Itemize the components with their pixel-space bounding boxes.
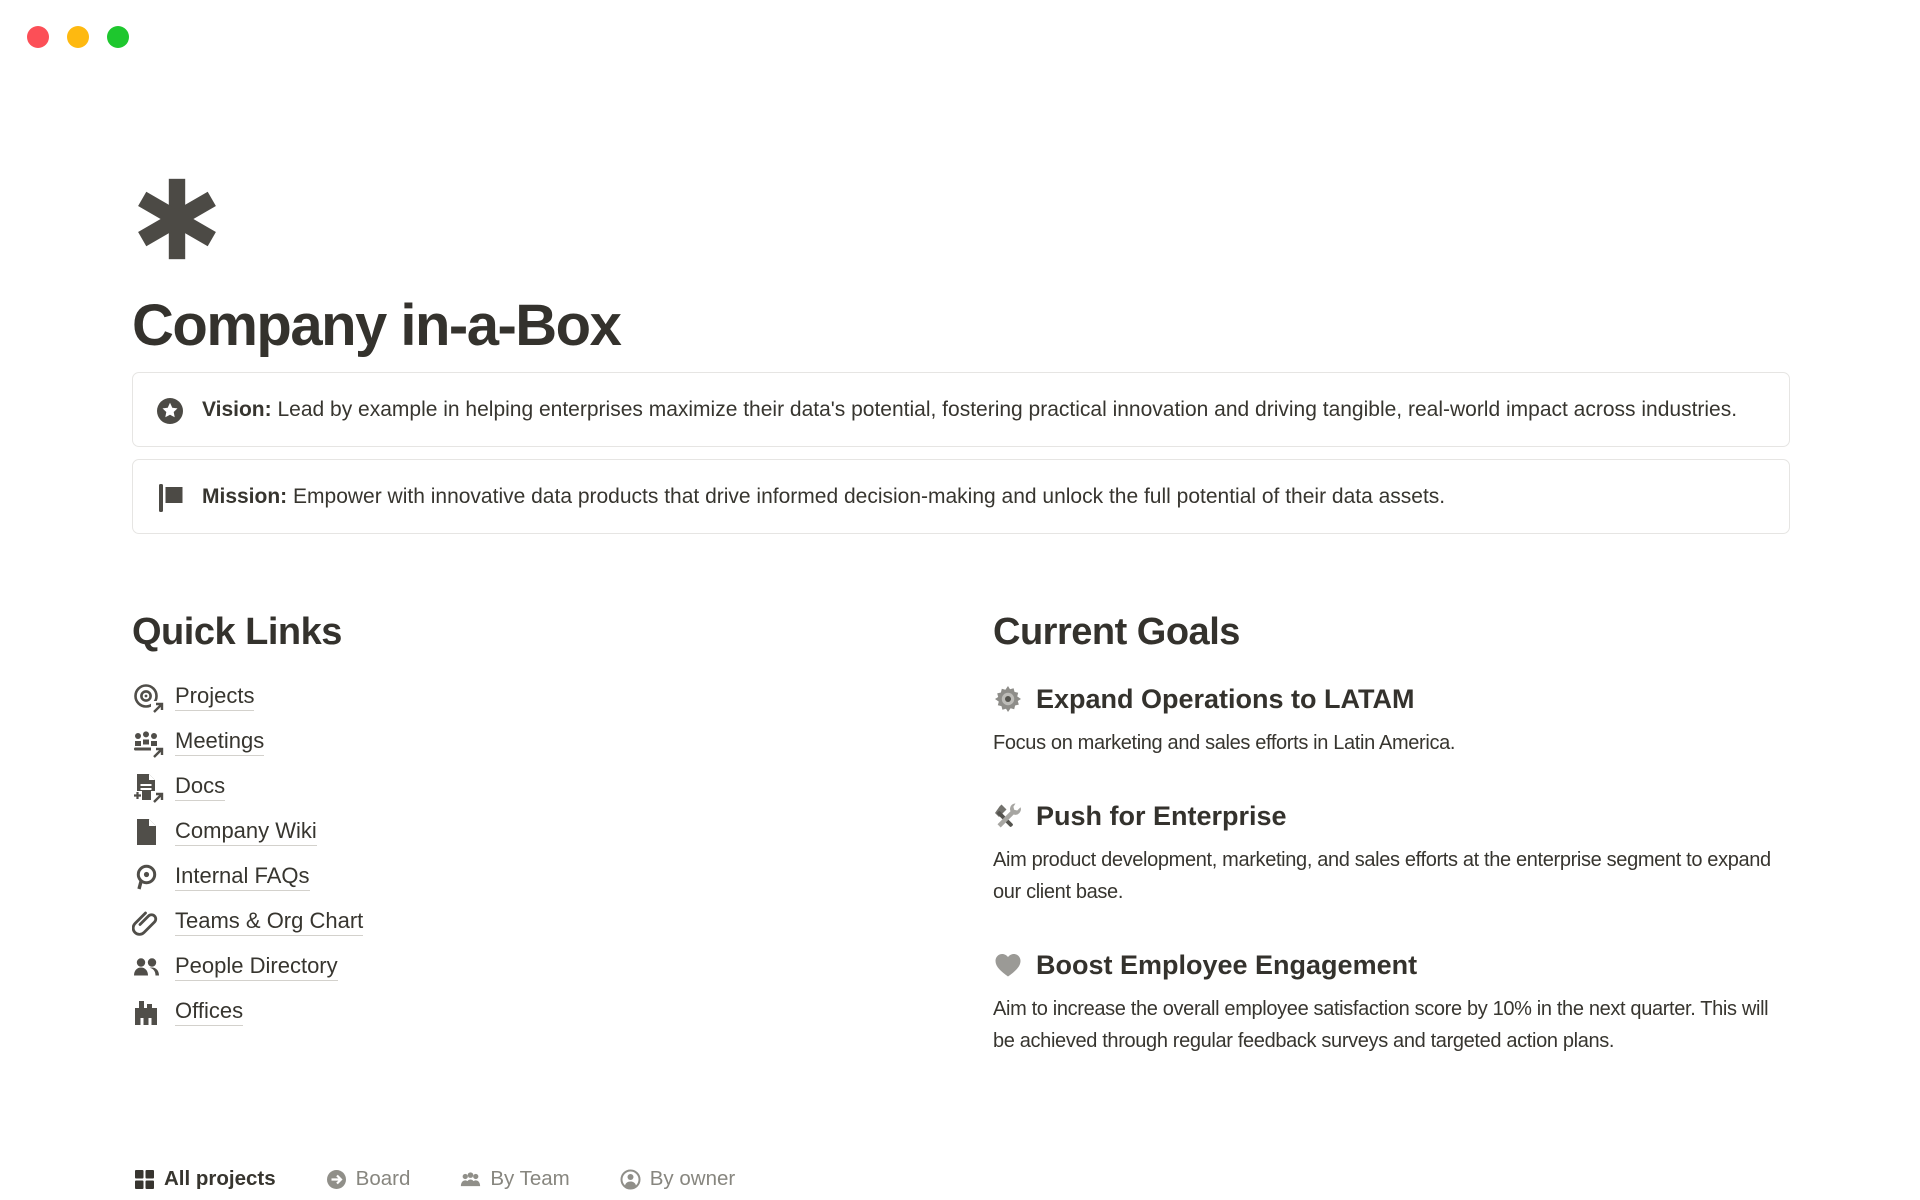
gray-heart-icon xyxy=(993,950,1023,980)
link-label[interactable]: People Directory xyxy=(175,953,338,981)
person-head-icon xyxy=(132,863,160,891)
tab-by-owner[interactable] xyxy=(620,1167,735,1191)
building-icon xyxy=(132,998,160,1026)
goal-desc: Focus on marketing and sales efforts in Latin America. xyxy=(993,732,1456,754)
link-label[interactable]: Company Wiki xyxy=(175,818,317,846)
link-company-wiki[interactable] xyxy=(132,809,993,854)
link-people-directory[interactable] xyxy=(132,944,993,989)
goal-title-latam xyxy=(993,682,1790,716)
link-internal-faqs[interactable] xyxy=(132,854,993,899)
link-arrow-icon xyxy=(151,746,165,760)
current-goals-section xyxy=(993,610,1790,1057)
tab-board[interactable] xyxy=(326,1167,411,1191)
group-icon xyxy=(460,1169,481,1190)
minimize-button[interactable] xyxy=(67,26,89,48)
flag-icon xyxy=(156,483,184,513)
tab-by-team[interactable] xyxy=(460,1167,569,1191)
grid-icon xyxy=(134,1169,155,1190)
goal-title-text: Boost Employee Engagement xyxy=(1036,950,1418,980)
link-teams-org-chart[interactable] xyxy=(132,899,993,944)
goal-title-text: Expand Operations to LATAM xyxy=(1036,684,1415,714)
meeting-icon xyxy=(132,728,160,756)
goal-title-text: Push for Enterprise xyxy=(1036,801,1287,831)
asterisk-logo-icon[interactable] xyxy=(136,178,218,260)
tab-label[interactable]: All projects xyxy=(164,1167,276,1190)
page-title: Company in-a-Box xyxy=(132,293,621,358)
link-docs[interactable] xyxy=(132,764,993,809)
goal-title-enterprise xyxy=(993,799,1790,833)
mission-body: Empower with innovative data products that drive informed decision-making and unlock the full potential of their data assets. xyxy=(293,485,1446,508)
link-label[interactable]: Meetings xyxy=(175,728,264,756)
notion-page xyxy=(132,178,1790,1057)
quick-links-section xyxy=(132,610,993,1057)
link-label[interactable]: Teams & Org Chart xyxy=(175,908,363,936)
doc-plus-icon xyxy=(132,773,160,801)
goal-desc: Aim product development, marketing, and sales efforts at the enterprise segment to expand our client base. xyxy=(993,849,1771,903)
circle-arrow-icon xyxy=(326,1169,347,1190)
people-icon xyxy=(132,953,160,981)
goal-title-engagement xyxy=(993,948,1790,982)
paperclip-icon xyxy=(132,908,160,936)
vision-text xyxy=(202,393,1737,426)
link-meetings[interactable] xyxy=(132,719,993,764)
star-circle-icon xyxy=(156,396,184,426)
mission-label: Mission: xyxy=(202,485,288,508)
tab-label[interactable]: By owner xyxy=(649,1167,736,1190)
zoom-button[interactable] xyxy=(107,26,129,48)
page-icon xyxy=(132,818,160,846)
link-label[interactable]: Offices xyxy=(175,998,243,1026)
close-button[interactable] xyxy=(27,26,49,48)
vision-label: Vision: xyxy=(202,398,272,421)
goal-desc: Aim to increase the overall employee satisfaction score by 10% in the next quarter. This will be achieved through regular feedback surveys and targeted action plans. xyxy=(993,998,1769,1052)
link-label[interactable]: Docs xyxy=(175,773,225,801)
tab-all-projects[interactable] xyxy=(134,1167,276,1191)
tab-label[interactable]: By Team xyxy=(490,1167,570,1190)
link-projects[interactable] xyxy=(132,674,993,719)
database-view-tabs xyxy=(134,1167,735,1191)
mission-text xyxy=(202,480,1445,513)
gear-icon xyxy=(993,684,1023,714)
link-arrow-icon xyxy=(151,791,165,805)
tab-label[interactable]: Board xyxy=(355,1167,411,1190)
link-label[interactable]: Projects xyxy=(175,683,254,711)
link-label[interactable]: Internal FAQs xyxy=(175,863,310,891)
person-circle-icon xyxy=(620,1169,641,1190)
current-goals-heading: Current Goals xyxy=(993,611,1240,653)
target-icon xyxy=(132,683,160,711)
link-offices[interactable] xyxy=(132,989,993,1034)
window-controls xyxy=(27,26,129,48)
quick-links-heading: Quick Links xyxy=(132,611,342,653)
vision-callout xyxy=(132,372,1790,447)
hammer-wrench-icon xyxy=(993,801,1023,831)
vision-body: Lead by example in helping enterprises maximize their data's potential, fostering practical innovation and driving tangible, real-world impact across industries. xyxy=(277,398,1738,421)
mission-callout xyxy=(132,459,1790,534)
link-arrow-icon xyxy=(151,701,165,715)
